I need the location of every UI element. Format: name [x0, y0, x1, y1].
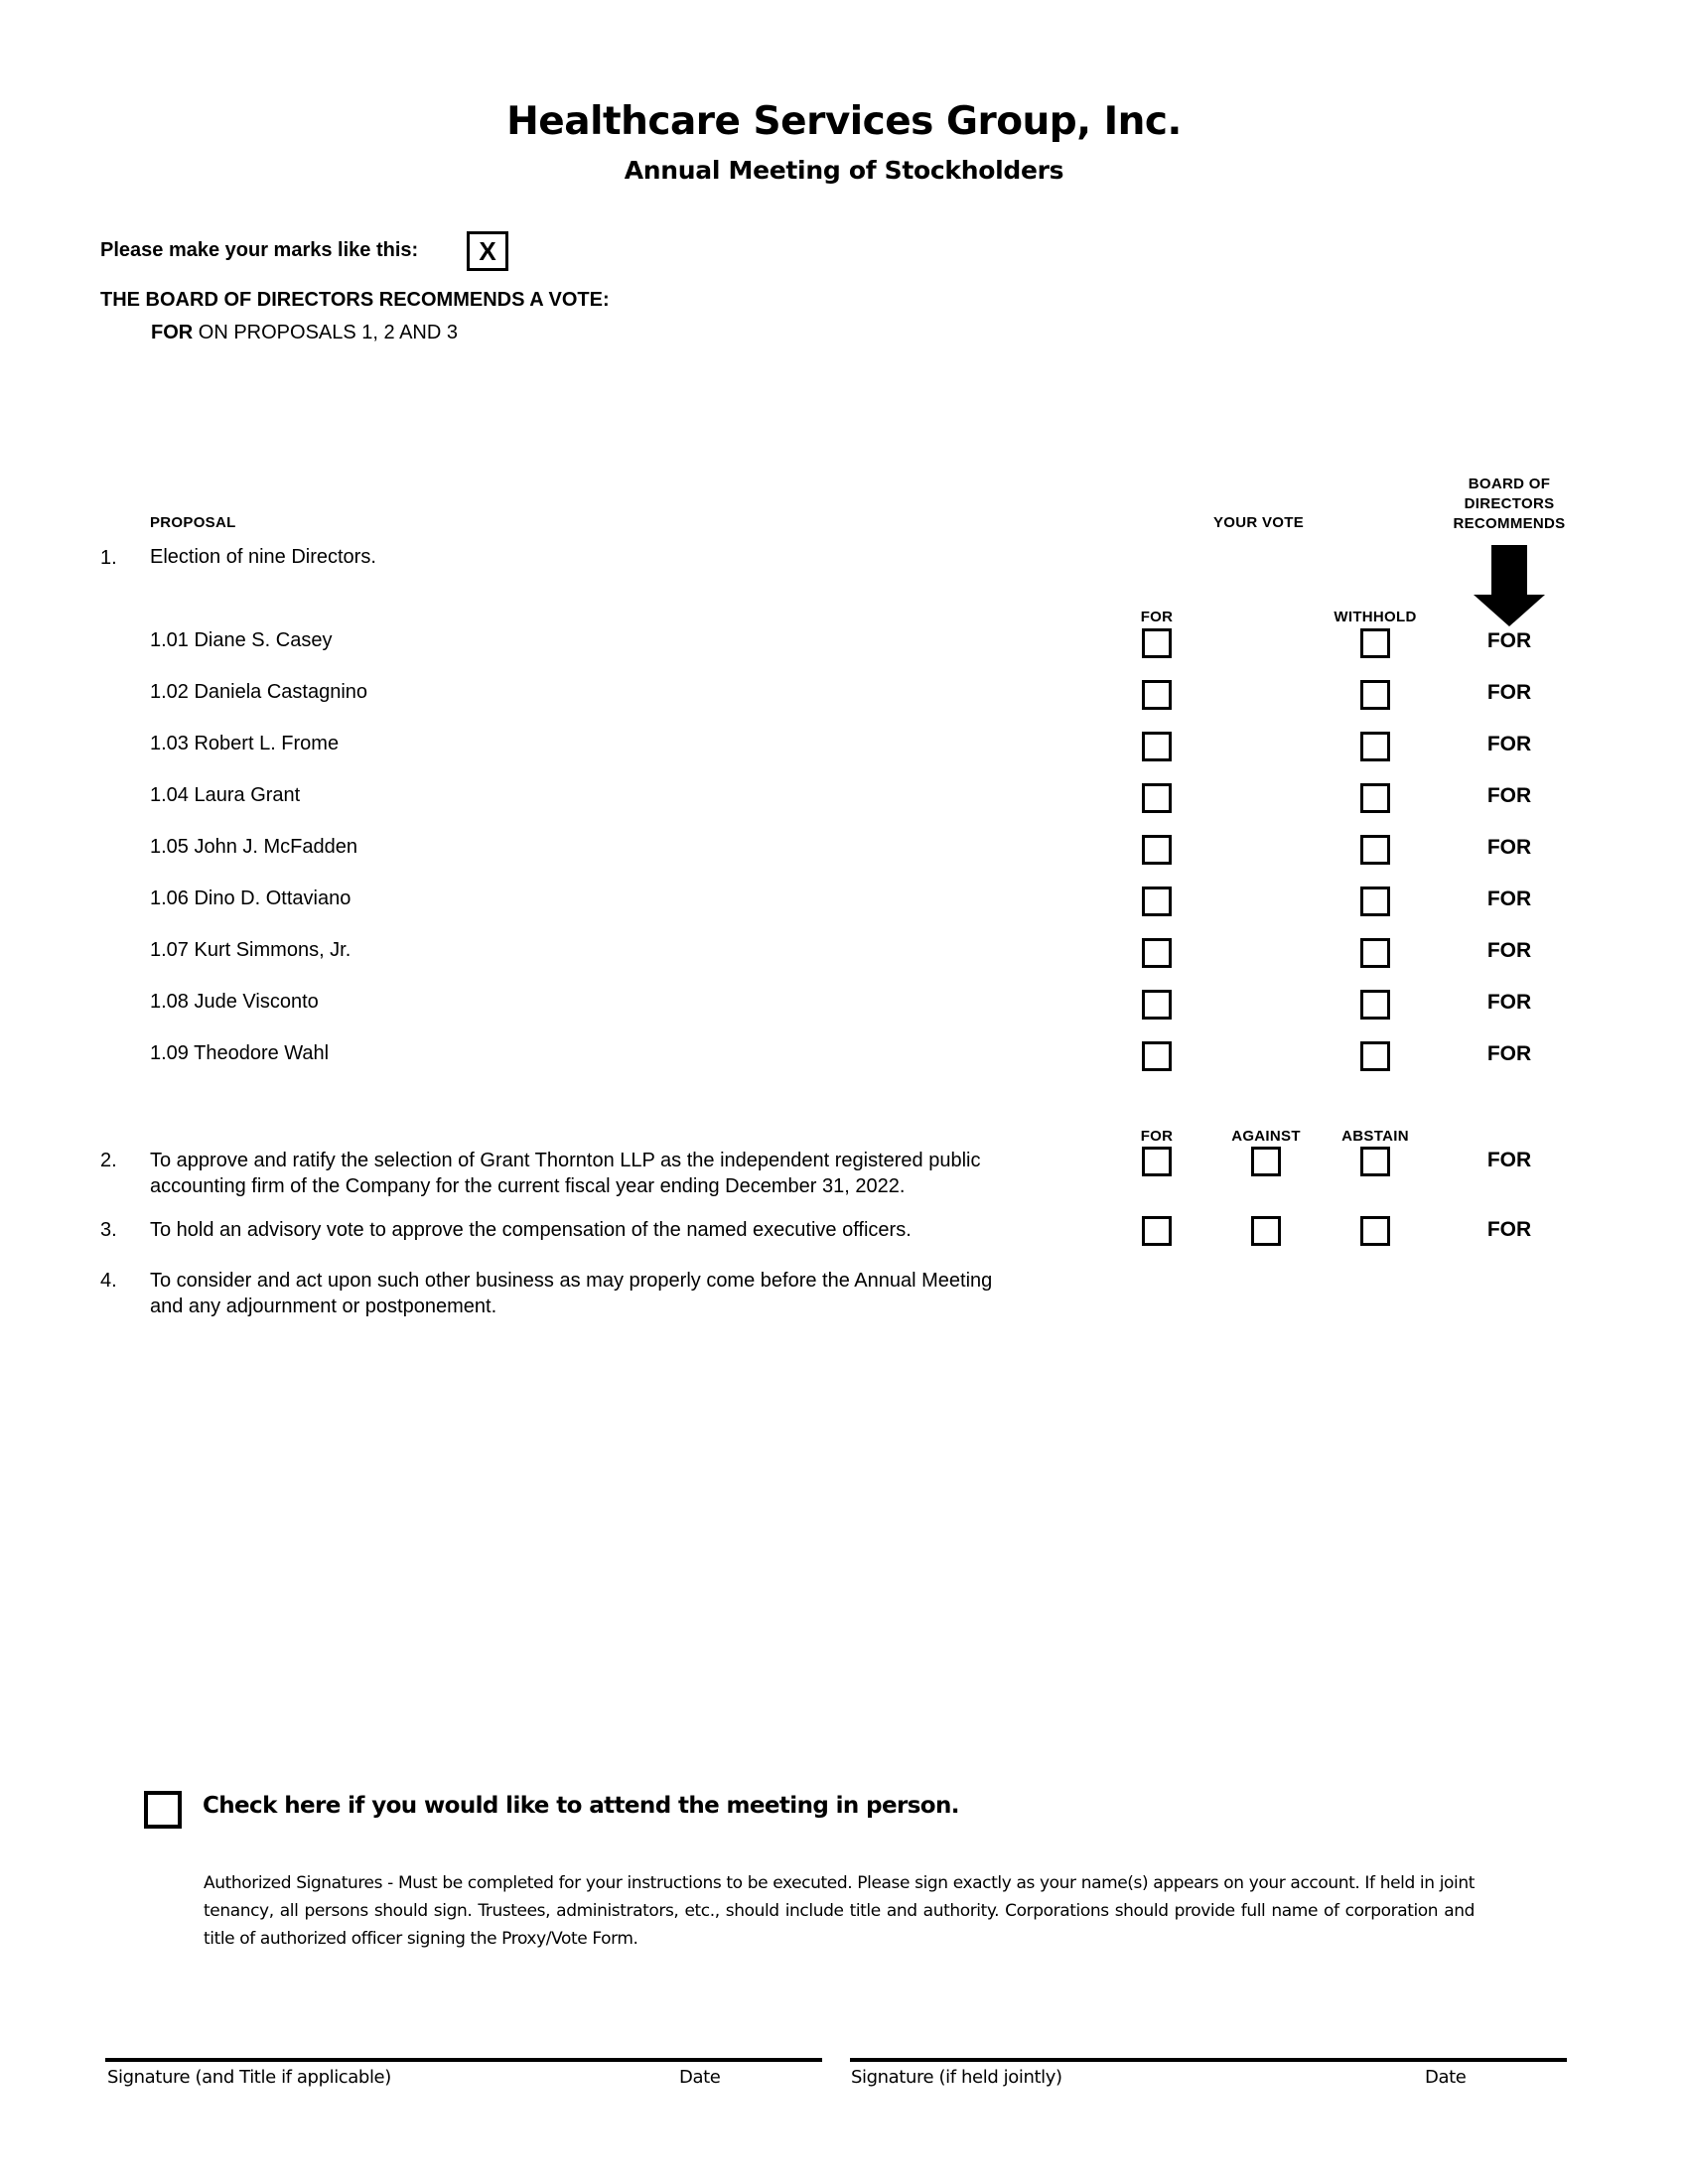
proposal-number: 2. — [100, 1150, 117, 1171]
nominee-name: 1.09 Theodore Wahl — [150, 1042, 330, 1064]
nominee-7-withhold-checkbox[interactable] — [1360, 938, 1390, 968]
signature-1-label: Signature (and Title if applicable) — [107, 2067, 391, 2088]
proposal-text-line: To consider and act upon such other business as may properly come before the Annual Meeting — [150, 1270, 993, 1292]
nominee-6-for-checkbox[interactable] — [1142, 887, 1172, 916]
nominee-7-for-checkbox[interactable] — [1142, 938, 1172, 968]
abstain-column-label: ABSTAIN — [1341, 1128, 1409, 1145]
meeting-subtitle: Annual Meeting of Stockholders — [624, 156, 1064, 185]
proposal-text — [150, 1268, 1103, 1319]
nominee-name: 1.03 Robert L. Frome — [150, 733, 340, 754]
nominee-5-for-checkbox[interactable] — [1142, 835, 1172, 865]
proposal-text — [150, 1217, 1103, 1243]
board-recommendation: FOR — [1486, 836, 1532, 859]
nominee-6-withhold-checkbox[interactable] — [1360, 887, 1390, 916]
board-recommendation-heading: THE BOARD OF DIRECTORS RECOMMENDS A VOTE: — [100, 289, 610, 311]
your-vote-column-header: YOUR VOTE — [1213, 514, 1305, 531]
board-recommendation: FOR — [1486, 733, 1532, 755]
proposal-1-text: Election of nine Directors. — [150, 546, 376, 568]
nominee-2-for-checkbox[interactable] — [1142, 680, 1172, 710]
signature-2-label: Signature (if held jointly) — [851, 2067, 1062, 2088]
board-header-line: RECOMMENDS — [1453, 515, 1566, 532]
attend-in-person-checkbox[interactable] — [144, 1791, 182, 1829]
recommend-rest-text: ON PROPOSALS 1, 2 AND 3 — [193, 322, 458, 343]
board-recommendation: FOR — [1486, 991, 1532, 1014]
proposal-3-abstain-checkbox[interactable] — [1360, 1216, 1390, 1246]
board-recommendation: FOR — [1486, 887, 1532, 910]
mark-example-box: X — [467, 231, 508, 271]
nominee-name: 1.05 John J. McFadden — [150, 836, 358, 858]
proposal-text — [150, 1148, 1103, 1199]
authorized-signatures-notice: Authorized Signatures - Must be completed for your instructions to be executed. Please sign exactly as your name(s) appears on your account. If held in joint tenancy, all persons should sign. Trustees, administrators, etc., should include title and authority. Corporations should provide full name of corporation and title of authorized officer signing the Proxy/Vote Form. — [204, 1873, 1475, 1949]
nominee-name: 1.04 Laura Grant — [150, 784, 301, 806]
board-recommendation: FOR — [1486, 681, 1532, 704]
down-arrow-icon — [1474, 545, 1545, 626]
against-column-label: AGAINST — [1231, 1128, 1301, 1145]
board-recommendation: FOR — [1486, 1042, 1532, 1065]
nominee-1-withhold-checkbox[interactable] — [1360, 628, 1390, 658]
proposal-text-line: accounting firm of the Company for the current fiscal year ending December 31, 2022. — [150, 1175, 906, 1197]
proposal-text-line: and any adjournment or postponement. — [150, 1296, 497, 1317]
recommend-for-text: FOR — [151, 322, 194, 343]
proposal-number: 4. — [100, 1270, 117, 1292]
nominee-9-withhold-checkbox[interactable] — [1360, 1041, 1390, 1071]
nominee-1-for-checkbox[interactable] — [1142, 628, 1172, 658]
nominee-4-withhold-checkbox[interactable] — [1360, 783, 1390, 813]
signature-line-1[interactable] — [105, 2058, 822, 2062]
proposal-2-for-checkbox[interactable] — [1142, 1147, 1172, 1176]
proposal-2-against-checkbox[interactable] — [1251, 1147, 1281, 1176]
signature-line-2[interactable] — [850, 2058, 1567, 2062]
nominee-2-withhold-checkbox[interactable] — [1360, 680, 1390, 710]
date-2-label: Date — [1425, 2067, 1467, 2088]
nominee-name: 1.02 Daniela Castagnino — [150, 681, 368, 703]
proposal-2-abstain-checkbox[interactable] — [1360, 1147, 1390, 1176]
board-recommendation: FOR — [1486, 939, 1532, 962]
board-header-line: BOARD OF — [1468, 476, 1551, 492]
nominee-8-withhold-checkbox[interactable] — [1360, 990, 1390, 1020]
proposal-1-number: 1. — [100, 547, 117, 569]
company-title: Healthcare Services Group, Inc. — [506, 99, 1182, 144]
proposal-3-against-checkbox[interactable] — [1251, 1216, 1281, 1246]
date-1-label: Date — [679, 2067, 721, 2088]
for-column-label: FOR — [1140, 609, 1174, 625]
board-header-line: DIRECTORS — [1464, 495, 1555, 512]
board-recommendation: FOR — [1486, 1149, 1532, 1171]
for-column-label: FOR — [1140, 1128, 1174, 1145]
nominee-name: 1.06 Dino D. Ottaviano — [150, 887, 352, 909]
nominee-4-for-checkbox[interactable] — [1142, 783, 1172, 813]
nominee-9-for-checkbox[interactable] — [1142, 1041, 1172, 1071]
proposal-3-for-checkbox[interactable] — [1142, 1216, 1172, 1246]
proposal-number: 3. — [100, 1219, 117, 1241]
nominee-name: 1.01 Diane S. Casey — [150, 629, 333, 651]
nominee-3-withhold-checkbox[interactable] — [1360, 732, 1390, 761]
board-recommendation: FOR — [1486, 1218, 1532, 1241]
nominee-name: 1.07 Kurt Simmons, Jr. — [150, 939, 352, 961]
board-recommendation: FOR — [1486, 629, 1532, 652]
board-recommends-column-header — [1430, 475, 1589, 534]
marks-instruction: Please make your marks like this: — [100, 239, 419, 261]
attend-in-person-label: Check here if you would like to attend the meeting in person. — [203, 1793, 959, 1819]
board-recommendation: FOR — [1486, 784, 1532, 807]
proposal-column-header: PROPOSAL — [150, 514, 236, 531]
nominee-5-withhold-checkbox[interactable] — [1360, 835, 1390, 865]
nominee-8-for-checkbox[interactable] — [1142, 990, 1172, 1020]
withhold-column-label: WITHHOLD — [1334, 609, 1417, 625]
proposal-text-line: To approve and ratify the selection of Grant Thornton LLP as the independent registered public — [150, 1150, 981, 1171]
proposal-text-line: To hold an advisory vote to approve the compensation of the named executive officers. — [150, 1219, 912, 1241]
nominee-3-for-checkbox[interactable] — [1142, 732, 1172, 761]
board-recommendation-detail — [151, 322, 458, 344]
nominee-name: 1.08 Jude Visconto — [150, 991, 319, 1013]
